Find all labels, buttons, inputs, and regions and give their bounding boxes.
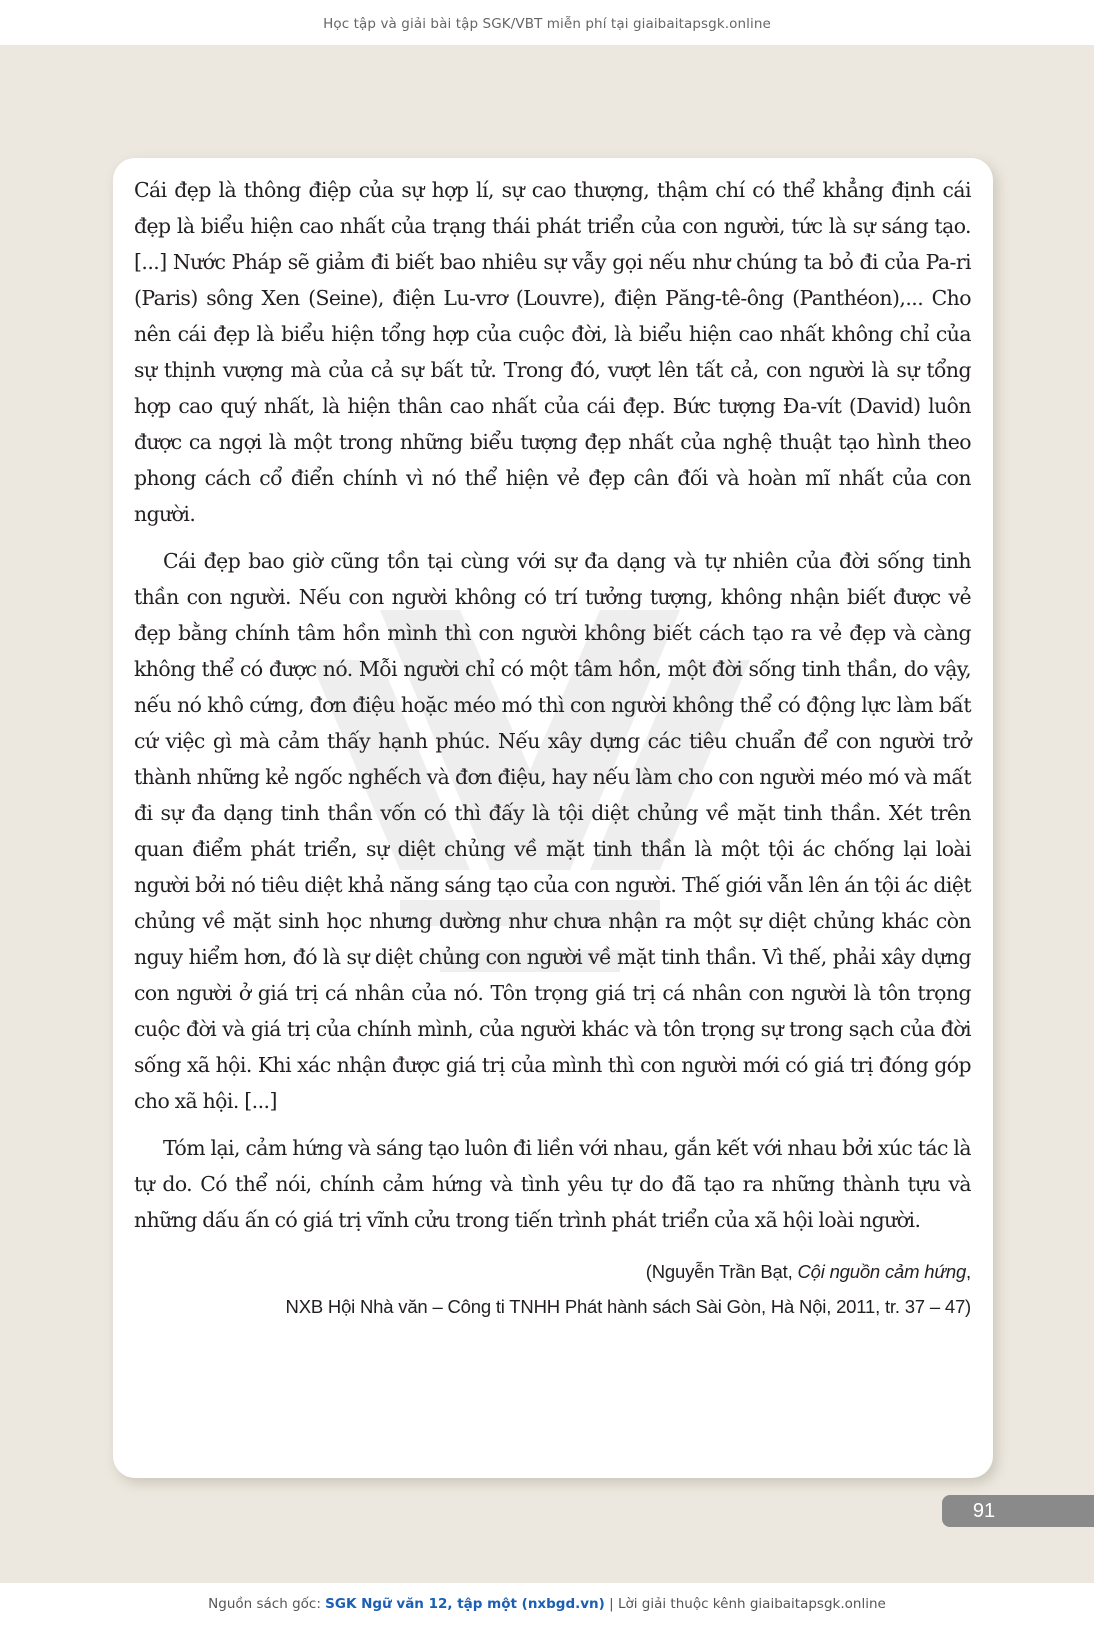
page-number-tab <box>942 1495 1094 1527</box>
paragraph-1: Cái đẹp là thông điệp của sự hợp lí, sự cao thượng, thậm chí có thể khẳng định cái đẹp là biểu hiện cao nhất của trạng thái phát triển của con người, tức là sự sáng tạo. [...] Nước Pháp sẽ giảm đi biết bao nhiêu sự vẫy gọi nếu như chúng ta bỏ đi của Pa-ri (Paris) sông Xen (Seine), điện Lu-vrơ (Louvre), điện Păng-tê-ông (Panthéon),... Cho nên cái đẹp là biểu hiện tổng hợp của cuộc đời, là biểu hiện cao nhất không chỉ của sự thịnh vượng mà của cả sự bất tử. Trong đó, vượt lên tất cả, con người là sự tổng hợp cao quý nhất, là hiện thân cao nhất của cái đẹp. Bức tượng Đa-vít (David) luôn được ca ngợi là một trong những biểu tượng đẹp nhất của nghệ thuật tạo hình theo phong cách cổ điển chính vì nó thể hiện vẻ đẹp cân đối và hoàn mĩ nhất của con người. <box>134 178 971 526</box>
paragraph-3: Tóm lại, cảm hứng và sáng tạo luôn đi liền với nhau, gắn kết với nhau bởi xúc tác là tự do. Có thể nói, chính cảm hứng và tình yêu tự do đã tạo ra những thành tựu và những dấu ấn có giá trị vĩnh cửu trong tiến trình phát triển của xã hội loài người. <box>134 1136 971 1232</box>
footer-prefix: Nguồn sách gốc: <box>208 1596 326 1612</box>
citation-line-1 <box>134 1254 971 1289</box>
citation-comma: , <box>966 1261 971 1282</box>
source-link[interactable]: SGK Ngữ văn 12, tập một (nxbgd.vn) <box>325 1596 605 1612</box>
footer-suffix: | Lời giải thuộc kênh giaibaitapsgk.online <box>604 1596 886 1612</box>
paragraph-2: Cái đẹp bao giờ cũng tồn tại cùng với sự đa dạng và tự nhiên của đời sống tinh thần con người. Nếu con người không có trí tưởng tượng, không nhận biết được vẻ đẹp bằng chính tâm hồn mình thì con người không biết cách tạo ra vẻ đẹp và càng không thể có được nó. Mỗi người chỉ có một tâm hồn, một đời sống tinh thần, do vậy, nếu nó khô cứng, đơn điệu hoặc méo mó thì con người không thể có động lực làm bất cứ việc gì mà cảm thấy hạnh phúc. Nếu xây dựng các tiêu chuẩn để con người trở thành những kẻ ngốc nghếch và đơn điệu, hay nếu làm cho con người méo mó và mất đi sự đa dạng tinh thần vốn có thì đấy là tội diệt chủng về mặt tinh thần. Xét trên quan điểm phát triển, sự diệt chủng về mặt tinh thần là một tội ác chống lại loài người bởi nó tiêu diệt khả năng sáng tạo của con người. Thế giới vẫn lên án tội ác diệt chủng về mặt sinh học nhưng dường như chưa nhận ra một sự diệt chủng khác còn nguy hiểm hơn, đó là sự diệt chủng con người về mặt tinh thần. Vì thế, phải xây dựng con người ở giá trị cá nhân của nó. Tôn trọng giá trị cá nhân con người là tôn trọng cuộc đời và giá trị của chính mình, của người khác và tôn trọng sự trong sạch của đời sống xã hội. Khi xác nhận được giá trị của mình thì con người mới có giá trị đóng góp cho xã hội. [...] <box>134 549 971 1113</box>
citation-line-2: NXB Hội Nhà văn – Công ti TNHH Phát hành sách Sài Gòn, Hà Nội, 2011, tr. 37 – 47) <box>285 1296 971 1317</box>
article-body <box>134 172 971 1249</box>
citation-author: (Nguyễn Trần Bạt, <box>645 1261 798 1282</box>
top-banner <box>0 0 1094 45</box>
bottom-banner <box>0 1583 1094 1626</box>
citation <box>134 1254 971 1324</box>
citation-book-title: Cội nguồn cảm hứng <box>797 1261 967 1282</box>
top-banner-text: Học tập và giải bài tập SGK/VBT miễn phí tại giaibaitapsgk.online <box>323 16 771 32</box>
page-number: 91 <box>972 1500 996 1522</box>
